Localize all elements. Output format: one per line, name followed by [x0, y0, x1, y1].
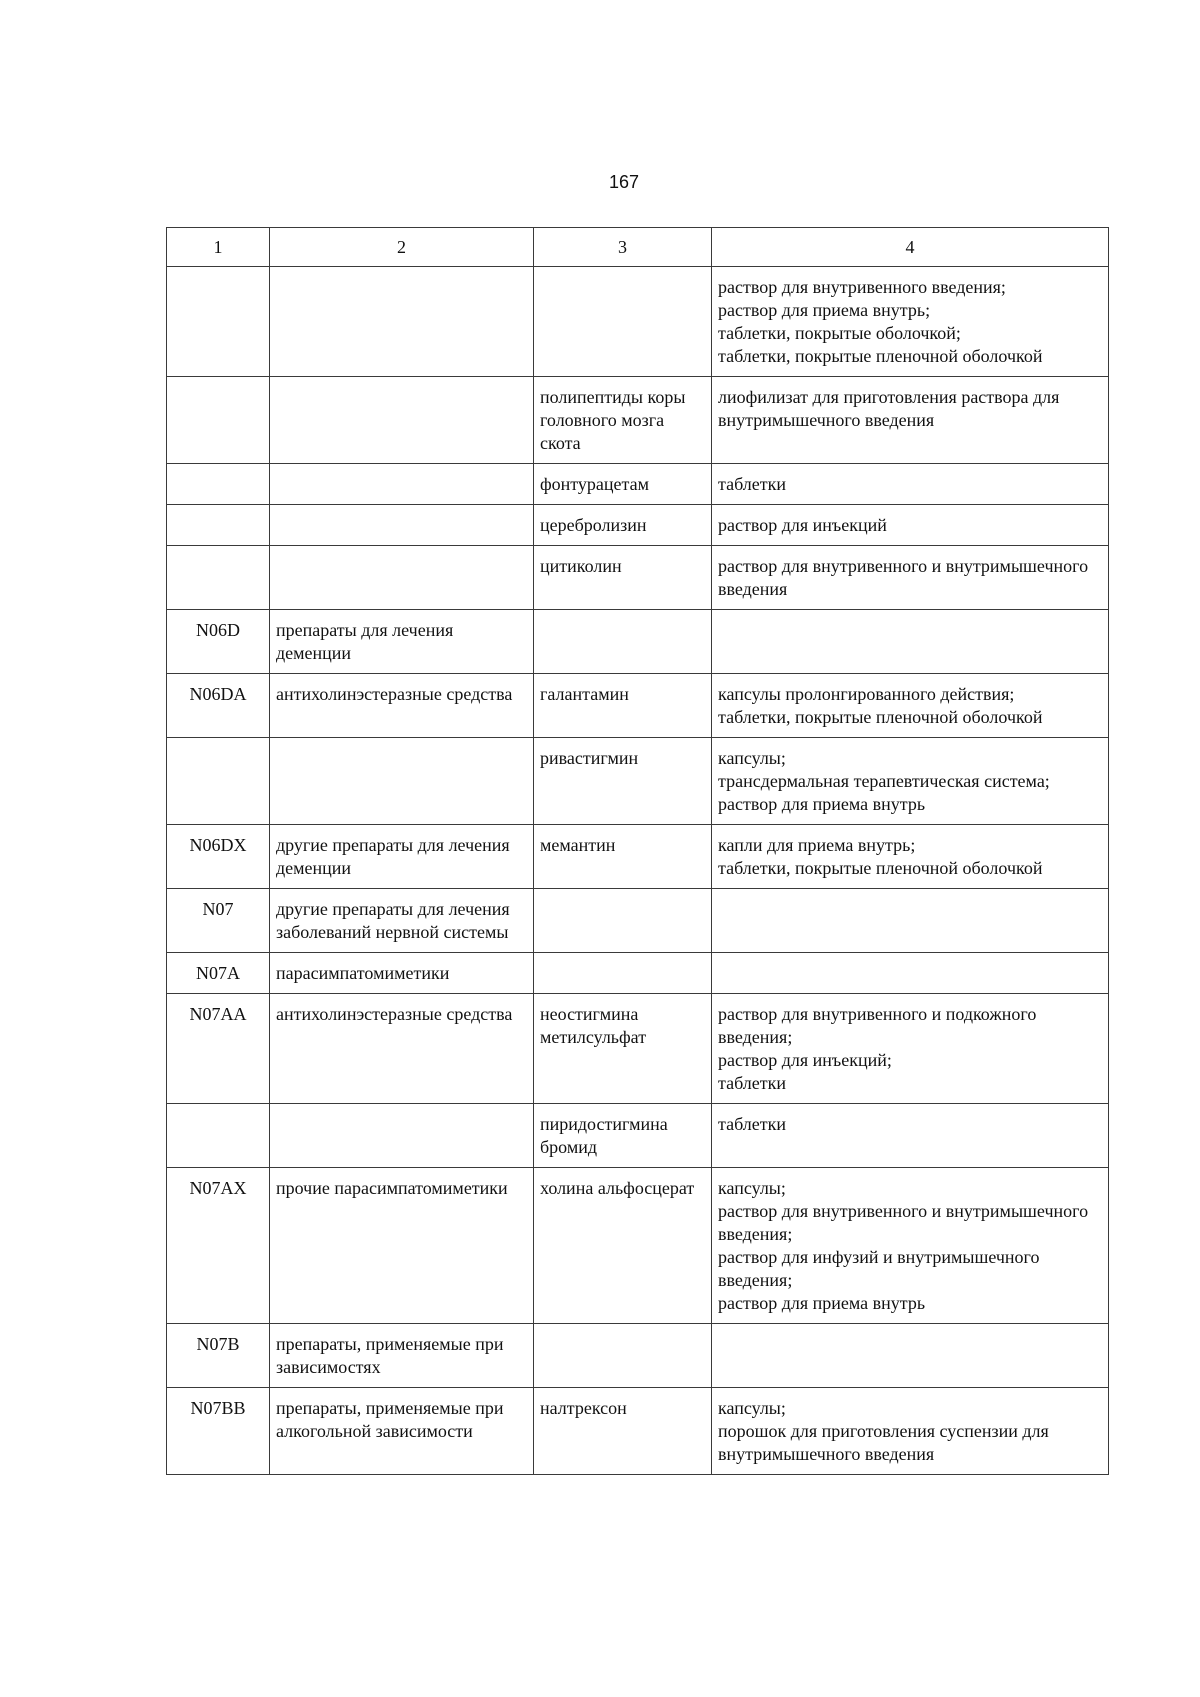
column-header-1: 1: [167, 228, 270, 267]
drug-cell: [534, 267, 712, 377]
dosage-forms-cell: раствор для инъекций: [712, 505, 1109, 546]
drug-cell: [534, 610, 712, 674]
atc-code-cell: N07AA: [167, 994, 270, 1104]
atc-code-cell: N07AX: [167, 1168, 270, 1324]
dosage-forms-cell: таблетки: [712, 464, 1109, 505]
table-row: [167, 1324, 1109, 1388]
column-header-2: 2: [270, 228, 534, 267]
column-header-3: 3: [534, 228, 712, 267]
dosage-forms-cell: раствор для внутривенного и подкожного введения; раствор для инъекций; таблетки: [712, 994, 1109, 1104]
group-cell: прочие парасимпатомиметики: [270, 1168, 534, 1324]
dosage-forms-cell: раствор для внутривенного введения; раствор для приема внутрь; таблетки, покрытые оболочкой; таблетки, покрытые пленочной оболочкой: [712, 267, 1109, 377]
drug-cell: фонтурацетам: [534, 464, 712, 505]
atc-code-cell: N06D: [167, 610, 270, 674]
drug-cell: церебролизин: [534, 505, 712, 546]
group-cell: [270, 505, 534, 546]
table-row: [167, 505, 1109, 546]
table-row: [167, 994, 1109, 1104]
dosage-forms-cell: раствор для внутривенного и внутримышечного введения: [712, 546, 1109, 610]
drug-cell: холина альфосцерат: [534, 1168, 712, 1324]
dosage-forms-cell: [712, 1324, 1109, 1388]
medication-table: [166, 227, 1109, 1475]
table-row: [167, 889, 1109, 953]
drug-cell: неостигмина метилсульфат: [534, 994, 712, 1104]
drug-cell: [534, 889, 712, 953]
dosage-forms-cell: [712, 610, 1109, 674]
dosage-forms-cell: лиофилизат для приготовления раствора для внутримышечного введения: [712, 377, 1109, 464]
table-row: [167, 825, 1109, 889]
drug-cell: налтрексон: [534, 1388, 712, 1475]
atc-code-cell: N07: [167, 889, 270, 953]
atc-code-cell: [167, 377, 270, 464]
table-header-row: [167, 228, 1109, 267]
table-row: [167, 1388, 1109, 1475]
dosage-forms-cell: капли для приема внутрь; таблетки, покрытые пленочной оболочкой: [712, 825, 1109, 889]
atc-code-cell: [167, 505, 270, 546]
table-row: [167, 610, 1109, 674]
group-cell: препараты для лечения деменции: [270, 610, 534, 674]
dosage-forms-cell: капсулы; порошок для приготовления суспензии для внутримышечного введения: [712, 1388, 1109, 1475]
page-number: 167: [608, 172, 640, 192]
drug-cell: ривастигмин: [534, 738, 712, 825]
group-cell: [270, 738, 534, 825]
group-cell: другие препараты для лечения заболеваний нервной системы: [270, 889, 534, 953]
dosage-forms-cell: [712, 953, 1109, 994]
table-row: [167, 674, 1109, 738]
group-cell: [270, 464, 534, 505]
table-row: [167, 1168, 1109, 1324]
dosage-forms-cell: капсулы; раствор для внутривенного и внутримышечного введения; раствор для инфузий и внутримышечного введения; раствор для приема внутрь: [712, 1168, 1109, 1324]
drug-cell: мемантин: [534, 825, 712, 889]
atc-code-cell: [167, 464, 270, 505]
group-cell: другие препараты для лечения деменции: [270, 825, 534, 889]
drug-cell: полипептиды коры головного мозга скота: [534, 377, 712, 464]
group-cell: [270, 1104, 534, 1168]
table-row: [167, 1104, 1109, 1168]
dosage-forms-cell: таблетки: [712, 1104, 1109, 1168]
atc-code-cell: N07BB: [167, 1388, 270, 1475]
table-row: [167, 464, 1109, 505]
atc-code-cell: [167, 267, 270, 377]
dosage-forms-cell: капсулы пролонгированного действия; таблетки, покрытые пленочной оболочкой: [712, 674, 1109, 738]
drug-cell: [534, 953, 712, 994]
dosage-forms-cell: [712, 889, 1109, 953]
group-cell: антихолинэстеразные средства: [270, 674, 534, 738]
table-row: [167, 738, 1109, 825]
group-cell: [270, 377, 534, 464]
atc-code-cell: N06DA: [167, 674, 270, 738]
atc-code-cell: N07B: [167, 1324, 270, 1388]
drug-cell: [534, 1324, 712, 1388]
table-row: [167, 953, 1109, 994]
atc-code-cell: N06DX: [167, 825, 270, 889]
dosage-forms-cell: капсулы; трансдермальная терапевтическая система; раствор для приема внутрь: [712, 738, 1109, 825]
group-cell: антихолинэстеразные средства: [270, 994, 534, 1104]
group-cell: [270, 546, 534, 610]
group-cell: препараты, применяемые при алкогольной зависимости: [270, 1388, 534, 1475]
drug-cell: цитиколин: [534, 546, 712, 610]
group-cell: [270, 267, 534, 377]
drug-cell: пиридостигмина бромид: [534, 1104, 712, 1168]
table-row: [167, 377, 1109, 464]
drug-cell: галантамин: [534, 674, 712, 738]
atc-code-cell: [167, 546, 270, 610]
table-row: [167, 267, 1109, 377]
group-cell: парасимпатомиметики: [270, 953, 534, 994]
atc-code-cell: N07A: [167, 953, 270, 994]
group-cell: препараты, применяемые при зависимостях: [270, 1324, 534, 1388]
column-header-4: 4: [712, 228, 1109, 267]
atc-code-cell: [167, 1104, 270, 1168]
atc-code-cell: [167, 738, 270, 825]
table-row: [167, 546, 1109, 610]
